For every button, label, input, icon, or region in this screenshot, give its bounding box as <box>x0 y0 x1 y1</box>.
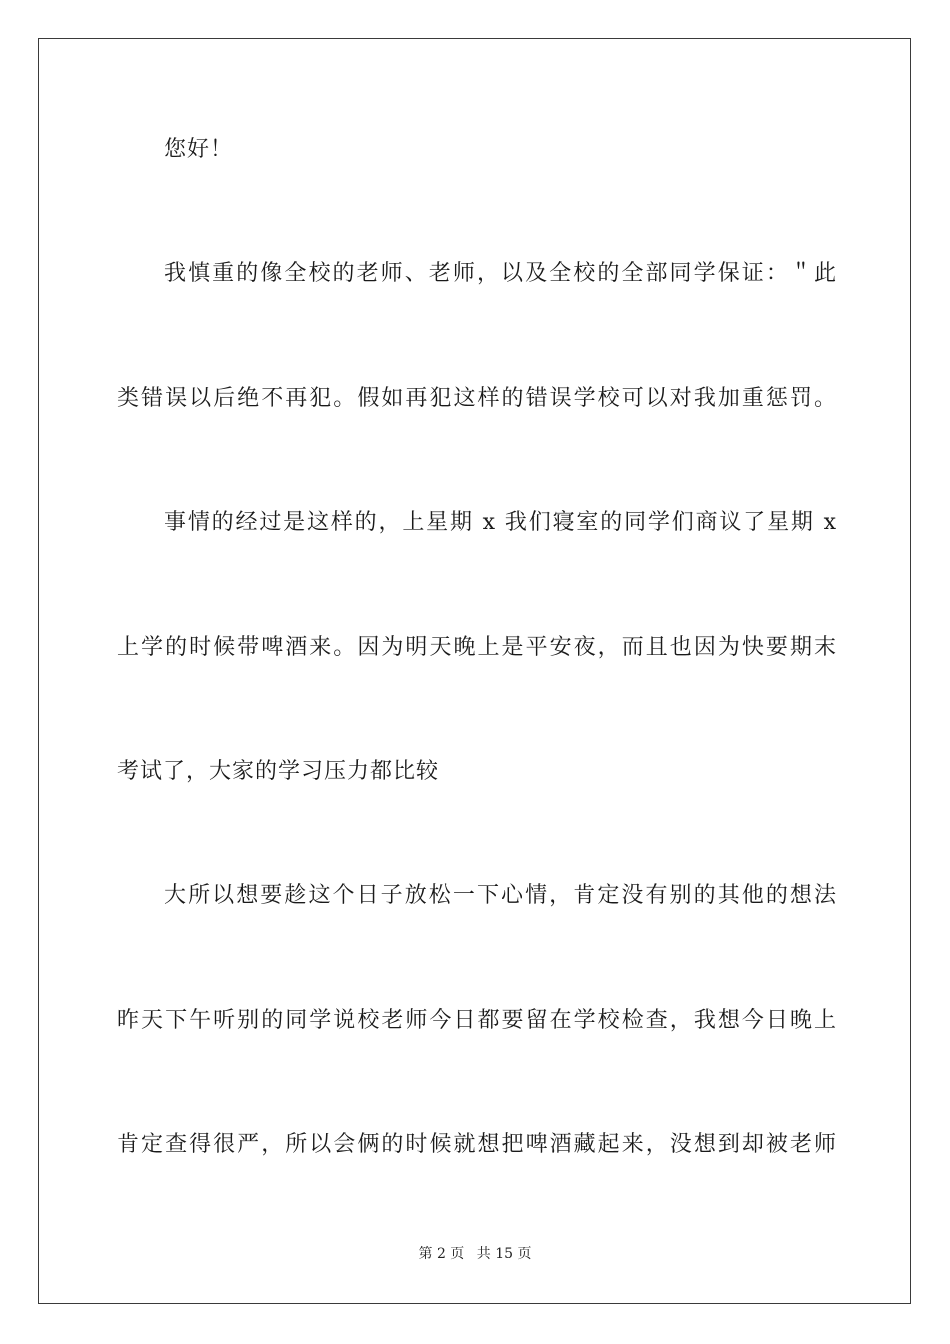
body-line: 我慎重的像全校的老师、老师，以及全校的全部同学保证：＂此 <box>164 261 837 286</box>
body-line: 事情的经过是这样的，上星期 x 我们寝室的同学们商议了星期 x <box>164 510 837 535</box>
page-number: 第 2 页 <box>418 1246 465 1262</box>
body-line: 昨天下午听别的同学说校老师今日都要留在学校检查，我想今日晚上 <box>117 1008 837 1033</box>
greeting-line: 您好！ <box>164 137 234 162</box>
body-line: 类错误以后绝不再犯。假如再犯这样的错误学校可以对我加重惩罚。 <box>117 386 837 411</box>
body-line: 大所以想要趁这个日子放松一下心情，肯定没有别的其他的想法 <box>164 883 837 908</box>
page-footer <box>0 1244 950 1264</box>
body-line: 上学的时候带啤酒来。因为明天晚上是平安夜，而且也因为快要期末 <box>117 635 837 660</box>
body-line: 考试了，大家的学习压力都比较 <box>117 759 440 784</box>
page-frame <box>38 38 911 1304</box>
page-total: 共 15 页 <box>476 1246 532 1262</box>
body-line: 肯定查得很严，所以会俩的时候就想把啤酒藏起来，没想到却被老师 <box>117 1132 837 1157</box>
